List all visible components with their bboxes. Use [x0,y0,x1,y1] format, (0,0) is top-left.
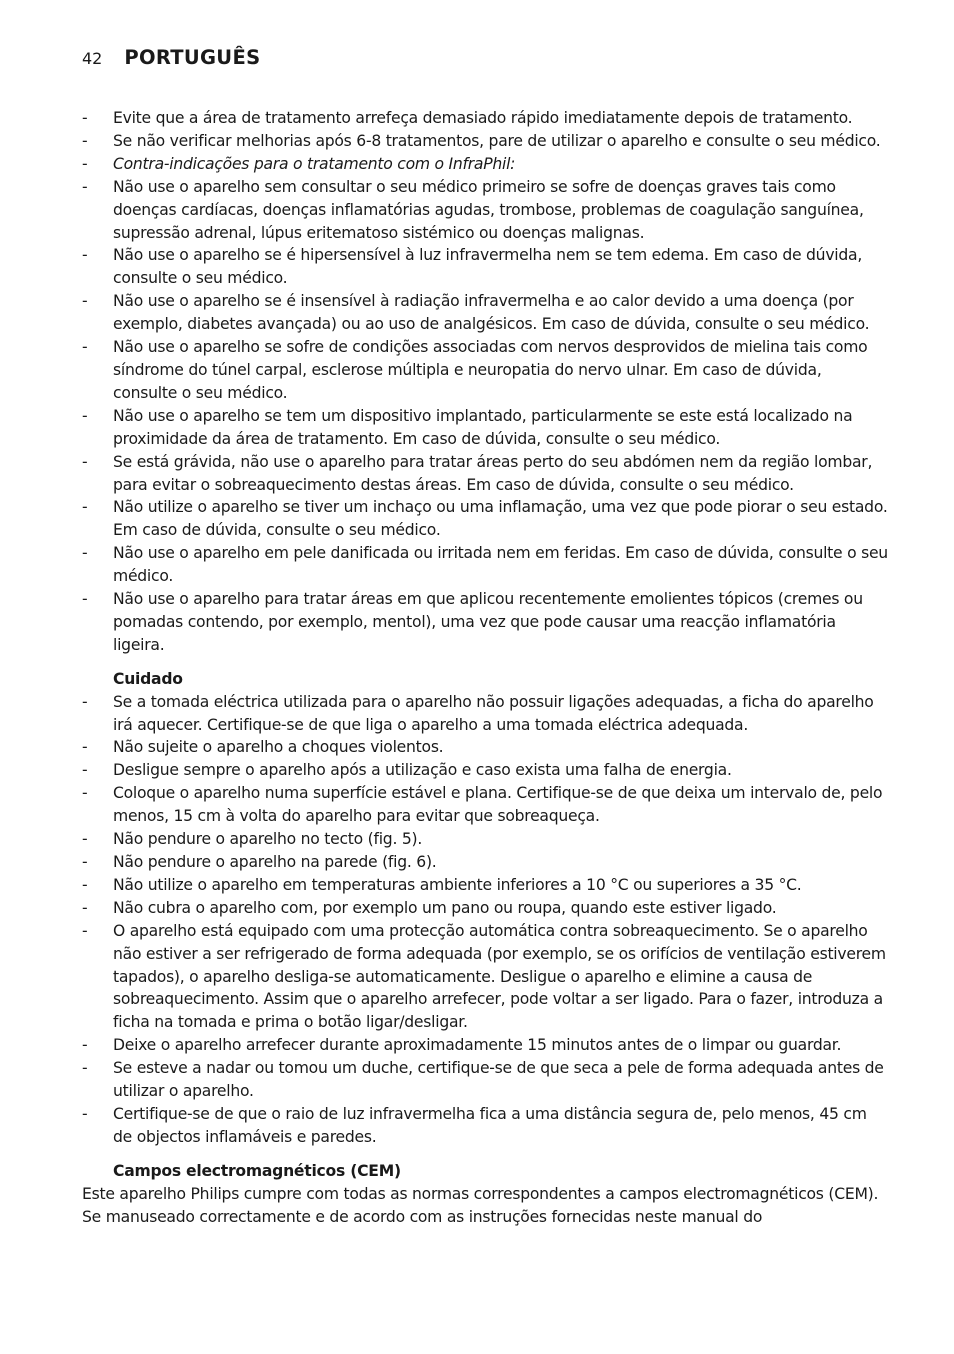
list-dash: - [82,898,88,917]
list-item: - Não use o aparelho sem consultar o seu médico primeiro se sofre de doenças graves tais como doenças cardíacas, doenças inflamatórias agudas, trombose, problemas de coagulação sanguínea, supressão adrenal, lúpus eritematoso sistémico ou doenças malignas. [82,177,864,242]
list-dash: - [82,738,88,757]
emf-paragraph: Este aparelho Philips cumpre com todas as normas correspondentes a campos electromagnéticos (CEM). Se manuseado correctamente e de acordo com as instruções fornecidas neste manual do [82,1184,879,1226]
list-item: - Evite que a área de tratamento arrefeça demasiado rápido imediatamente depois de tratamento. [82,107,890,130]
caution-list [82,691,890,1149]
list-item: - Não sujeite o aparelho a choques violentos. [82,736,890,759]
list-dash: - [82,338,88,357]
language-title: PORTUGUÊS [124,46,261,69]
list-dash: - [82,246,88,265]
list-dash: - [82,292,88,311]
page-header [82,46,260,76]
list-dash: - [82,1036,88,1055]
list-dash: - [82,875,88,894]
list-dash: - [82,109,88,127]
section-heading-cuidado: Cuidado [113,669,183,688]
list-item: - Não use o aparelho se tem um dispositivo implantado, particularmente se este está localizado na proximidade da área de tratamento. Em caso de dúvida, consulte o seu médico. [82,406,853,448]
section-heading-emf: Campos electromagnéticos (CEM) [113,1161,401,1180]
list-item: - Não use o aparelho se sofre de condições associadas com nervos desprovidos de mielina tais como síndrome do túnel carpal, esclerose múltipla e neuropatia do nervo ulnar. Em caso de dúvida, consulte o seu médico. [82,338,868,402]
contraindications-list [82,107,890,657]
list-dash: - [82,692,88,711]
list-item: - Não pendure o aparelho no tecto (fig. 5). [82,828,890,851]
list-dash: - [82,761,88,780]
list-dash: - [82,544,88,563]
list-dash: - [82,590,88,609]
list-item: - Não use o aparelho em pele danificada ou irritada nem em feridas. Em caso de dúvida, consulte o seu médico. [82,544,888,586]
contraindications-subtitle: Contra-indicações para o tratamento com o InfraPhil: [113,154,516,173]
list-dash: - [82,498,88,517]
list-dash: - [82,406,88,425]
list-item: - Não use o aparelho se é hipersensível à luz infravermelha nem se tem edema. Em caso de dúvida, consulte o seu médico. [82,246,863,288]
list-dash: - [82,154,88,173]
list-item: - Se a tomada eléctrica utilizada para o aparelho não possuir ligações adequadas, a ficha do aparelho irá aquecer. Certifique-se de que liga o aparelho a uma tomada eléctrica adequada. [82,692,874,734]
list-dash: - [82,853,88,871]
list-item: - Não use o aparelho se é insensível à radiação infravermelha e ao calor devido a uma doença (por exemplo, diabetes avançada) ou ao uso de analgésicos. Em caso de dúvida, consulte o seu médico. [82,292,870,334]
page-number: 42 [82,49,103,68]
list-dash: - [82,177,88,196]
list-item: - Desligue sempre o aparelho após a utilização e caso exista uma falha de energia. [82,759,890,782]
list-item: - Se não verificar melhorias após 6-8 tratamentos, pare de utilizar o aparelho e consulte o seu médico. [82,130,890,153]
list-dash: - [82,131,88,150]
list-item: - Não pendure o aparelho na parede (fig. 6). [82,851,890,874]
list-item: - Não use o aparelho para tratar áreas em que aplicou recentemente emolientes tópicos (cremes ou pomadas contendo, por exemplo, mentol), uma vez que pode causar uma reacção inflamatória ligeira. [82,590,863,654]
list-dash: - [82,1059,88,1078]
list-item: - O aparelho está equipado com uma protecção automática contra sobreaquecimento. Se o aparelho não estiver a ser refrigerado de forma adequada (por exemplo, se os orifícios de ventilação estiverem tapados), o aparelho desliga-se automaticamente. Desligue o aparelho e elimine a causa de sobreaquecimento. Assim que o aparelho arrefecer, pode voltar a ser ligado. Para o fazer, introduza a ficha na tomada e prima o botão ligar/desligar. [82,921,886,1032]
list-item: - Não utilize o aparelho em temperaturas ambiente inferiores a 10 °C ou superiores a 35 °C. [82,874,890,897]
list-dash: - [82,784,88,803]
list-dash: - [82,452,88,471]
list-item: - Não cubra o aparelho com, por exemplo um pano ou roupa, quando este estiver ligado. [82,897,890,920]
list-dash: - [82,1104,88,1123]
list-item: - Se está grávida, não use o aparelho para tratar áreas perto do seu abdómen nem da região lombar, para evitar o sobreaquecimento destas áreas. Em caso de dúvida, consulte o seu médico. [82,452,873,494]
page-content [82,107,890,1229]
list-item: - Deixe o aparelho arrefecer durante aproximadamente 15 minutos antes de o limpar ou guardar. [82,1034,890,1057]
list-dash: - [82,921,88,940]
list-item [82,153,890,176]
list-item: - Se esteve a nadar ou tomou um duche, certifique-se de que seca a pele de forma adequada antes de utilizar o aparelho. [82,1059,884,1101]
list-item: - Certifique-se de que o raio de luz infravermelha fica a uma distância segura de, pelo menos, 45 cm de objectos inflamáveis e paredes. [82,1104,867,1146]
list-dash: - [82,830,88,849]
list-item: - Coloque o aparelho numa superfície estável e plana. Certifique-se de que deixa um intervalo de, pelo menos, 15 cm à volta do aparelho para evitar que sobreaqueça. [82,784,883,826]
list-item: - Não utilize o aparelho se tiver um inchaço ou uma inflamação, uma vez que pode piorar o seu estado. Em caso de dúvida, consulte o seu médico. [82,498,888,540]
